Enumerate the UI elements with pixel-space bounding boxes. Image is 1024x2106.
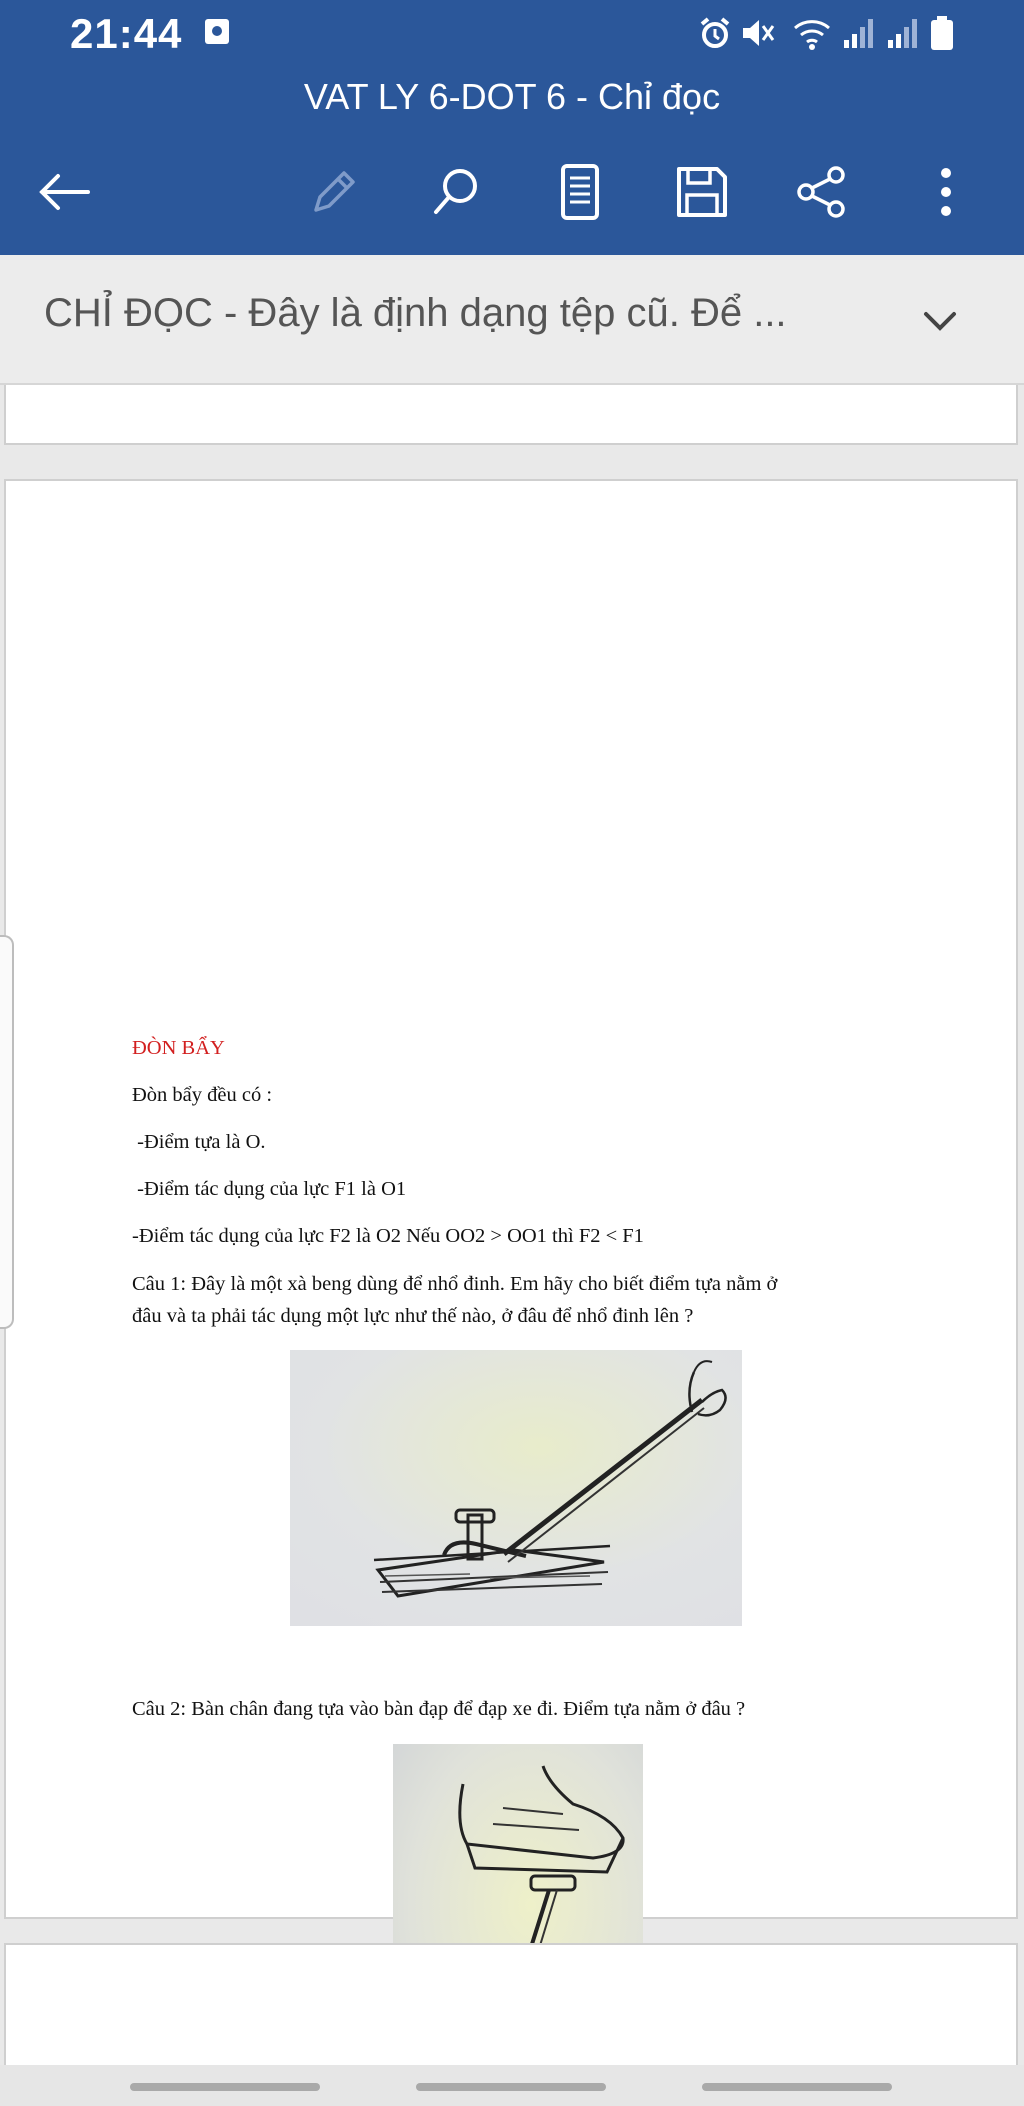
document-viewport[interactable]	[0, 385, 1024, 2065]
text-line: -Điểm tựa là O.	[132, 1131, 266, 1153]
signal-icon	[842, 16, 878, 55]
question-1-line: đâu và ta phải tác dụng một lực như thế nào, ở đâu để nhổ đinh lên ?	[132, 1305, 694, 1327]
text-line: Đòn bẩy đều có :	[132, 1084, 273, 1106]
pen-icon[interactable]	[302, 160, 366, 224]
back-button[interactable]	[702, 2083, 892, 2091]
section-heading: ĐÒN BẨY	[132, 1037, 225, 1059]
back-arrow-icon[interactable]	[32, 160, 96, 224]
status-bar	[0, 0, 1024, 70]
read-only-banner[interactable]	[0, 255, 1024, 385]
document-title: VAT LY 6-DOT 6 - Chỉ đọc	[303, 76, 721, 117]
recent-apps-button[interactable]	[130, 2083, 320, 2091]
screenshot-icon	[204, 16, 230, 51]
home-button[interactable]	[416, 2083, 606, 2091]
wifi-icon	[792, 16, 834, 57]
app-bar	[0, 0, 1024, 255]
chevron-down-icon[interactable]	[920, 292, 960, 353]
question-1-line: Câu 1: Đây là một xà beng dùng để nhổ đinh. Em hãy cho biết điểm tựa nằm ở	[132, 1273, 778, 1295]
signal-icon	[886, 16, 922, 55]
mute-icon	[740, 16, 776, 55]
status-time: 21:44	[70, 10, 183, 57]
battery-icon	[930, 16, 954, 55]
question-2: Câu 2: Bàn chân đang tựa vào bàn đạp để đạp xe đi. Điểm tựa nằm ở đâu ?	[132, 1698, 746, 1720]
search-icon[interactable]	[424, 160, 488, 224]
text-line: -Điểm tác dụng của lực F2 là O2 Nếu OO2 > OO1 thì F2 < F1	[132, 1225, 644, 1247]
more-icon[interactable]	[914, 160, 978, 224]
save-icon[interactable]	[670, 160, 734, 224]
banner-text: CHỈ ĐỌC - Đây là định dạng tệp cũ. Để ...	[44, 291, 787, 335]
mobile-view-icon[interactable]	[548, 160, 612, 224]
document-page	[4, 479, 1018, 1919]
side-panel-handle[interactable]	[0, 935, 14, 1329]
alarm-icon	[698, 16, 732, 55]
share-icon[interactable]	[790, 160, 854, 224]
navigation-bar	[0, 2065, 1024, 2106]
next-page	[4, 1943, 1018, 2065]
crowbar-illustration	[290, 1350, 742, 1626]
previous-page	[4, 385, 1018, 445]
text-line: -Điểm tác dụng của lực F1 là O1	[132, 1178, 407, 1200]
